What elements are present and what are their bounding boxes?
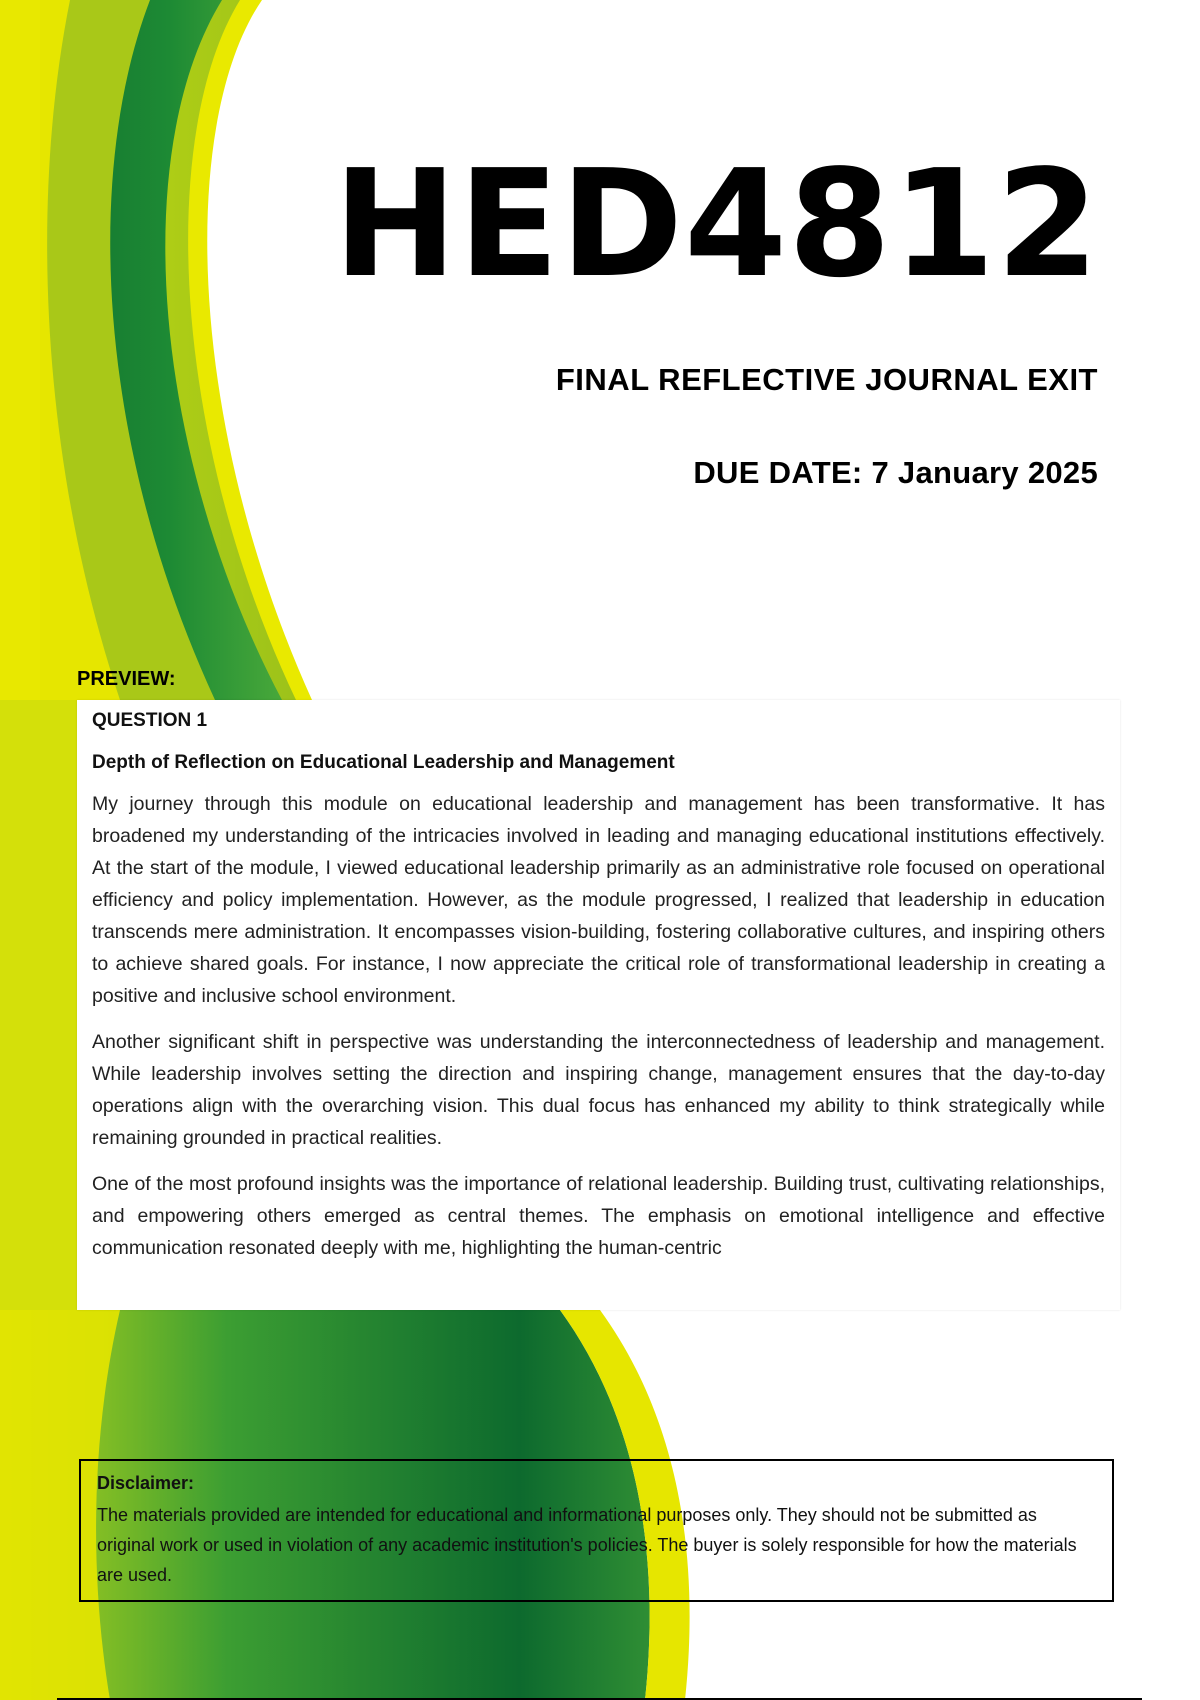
- course-code-title: HED4812: [333, 138, 1100, 310]
- document-subtitle: FINAL REFLECTIVE JOURNAL EXIT: [555, 362, 1098, 397]
- disclaimer-text: The materials provided are intended for educational and informational purposes only. They should not be submitted as original work or used in violation of any academic institution's policies. The buyer is solely responsible for how the materials are used.: [97, 1505, 1077, 1585]
- preview-excerpt-box: [77, 700, 1120, 1310]
- body-paragraph: Another significant shift in perspective was understanding the interconnectedness of leadership and management. While leadership involves setting the direction and inspiring change, management ensures that the day-to-day operations align with the overarching vision. This dual focus has enhanced my ability to think strategically while remaining grounded in practical realities.: [92, 1031, 1105, 1149]
- body-paragraph: My journey through this module on educational leadership and management has been transformative. It has broadened my understanding of the intricacies involved in leading and managing educational institutions effectively. At the start of the module, I viewed educational leadership primarily as an administrative role focused on operational efficiency and policy implementation. However, as the module progressed, I realized that leadership in education transcends mere administration. It encompasses vision-building, fostering collaborative cultures, and inspiring others to achieve shared goals. For instance, I now appreciate the critical role of transformational leadership in creating a positive and inclusive school environment.: [92, 793, 1105, 1007]
- section-heading: Depth of Reflection on Educational Leadership and Management: [92, 752, 675, 773]
- body-paragraph: One of the most profound insights was the importance of relational leadership. Building trust, cultivating relationships, and empowering others emerged as central themes. The emphasis on emotional intelligence and effective communication resonated deeply with me, highlighting the human-centric: [92, 1173, 1105, 1259]
- question-title: QUESTION 1: [92, 710, 208, 731]
- disclaimer-box: [79, 1459, 1114, 1602]
- disclaimer-title: Disclaimer:: [97, 1473, 195, 1493]
- preview-label: PREVIEW:: [77, 668, 176, 690]
- due-date: DUE DATE: 7 January 2025: [693, 455, 1098, 490]
- mid-strip-lime: [0, 700, 77, 1310]
